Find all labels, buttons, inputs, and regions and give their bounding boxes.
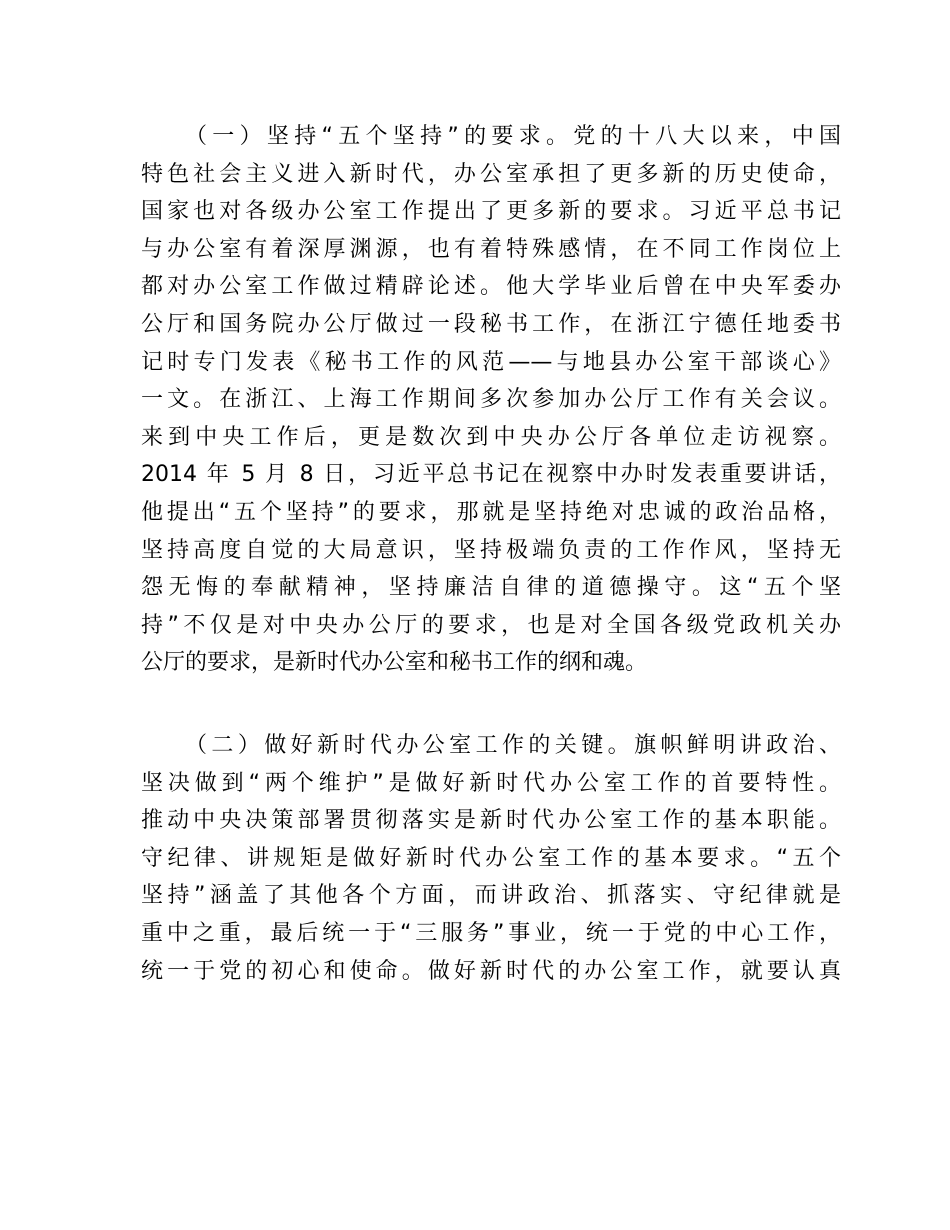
text-line-last: 公厅的要求，是新时代办公室和秘书工作的纲和魂。 — [141, 650, 648, 676]
text-line: 国家也对各级办公室工作提出了更多新的要求。习近平总书记 — [141, 199, 841, 225]
text-line: （二）做好新时代办公室工作的关键。旗帜鲜明讲政治、 — [185, 733, 841, 758]
paragraph-key-to-office-work — [141, 727, 841, 990]
text-line: 特色社会主义进入新时代，办公室承担了更多新的历史使命， — [141, 161, 841, 187]
paragraph-five-persistences — [141, 118, 841, 682]
text-line: （一）坚持“五个坚持”的要求。党的十八大以来，中国 — [185, 124, 841, 149]
text-line: 记时专门发表《秘书工作的风范——与地县办公室干部谈心》 — [141, 349, 841, 375]
text-line: 重中之重，最后统一于“三服务”事业，统一于党的中心工作， — [141, 920, 842, 946]
text-line: 都对办公室工作做过精辟论述。他大学毕业后曾在中央军委办 — [141, 274, 841, 300]
text-line: 公厅和国务院办公厅做过一段秘书工作，在浙江宁德任地委书 — [141, 311, 841, 337]
text-line: 持”不仅是对中央办公厅的要求，也是对全国各级党政机关办 — [141, 612, 841, 638]
text-line: 2014 年 5 月 8 日，习近平总书记在视察中办时发表重要讲话， — [141, 462, 841, 488]
text-line: 守纪律、讲规矩是做好新时代办公室工作的基本要求。“五个 — [141, 845, 841, 871]
text-line: 坚持高度自觉的大局意识，坚持极端负责的工作作风，坚持无 — [141, 537, 841, 563]
text-line: 统一于党的初心和使命。做好新时代的办公室工作，就要认真 — [141, 958, 841, 984]
text-line: 他提出“五个坚持”的要求，那就是坚持绝对忠诚的政治品格， — [141, 499, 841, 525]
text-line: 一文。在浙江、上海工作期间多次参加办公厅工作有关会议。 — [141, 387, 841, 413]
text-line: 推动中央决策部署贯彻落实是新时代办公室工作的基本职能。 — [141, 808, 841, 834]
text-line: 来到中央工作后，更是数次到中央办公厅各单位走访视察。 — [141, 424, 841, 450]
text-line: 与办公室有着深厚渊源，也有着特殊感情，在不同工作岗位上 — [141, 236, 841, 262]
text-line: 怨无悔的奉献精神，坚持廉洁自律的道德操守。这“五个坚 — [141, 575, 841, 601]
text-line: 坚持”涵盖了其他各个方面，而讲政治、抓落实、守纪律就是 — [141, 883, 841, 909]
text-line: 坚决做到“两个维护”是做好新时代办公室工作的首要特性。 — [141, 770, 841, 796]
